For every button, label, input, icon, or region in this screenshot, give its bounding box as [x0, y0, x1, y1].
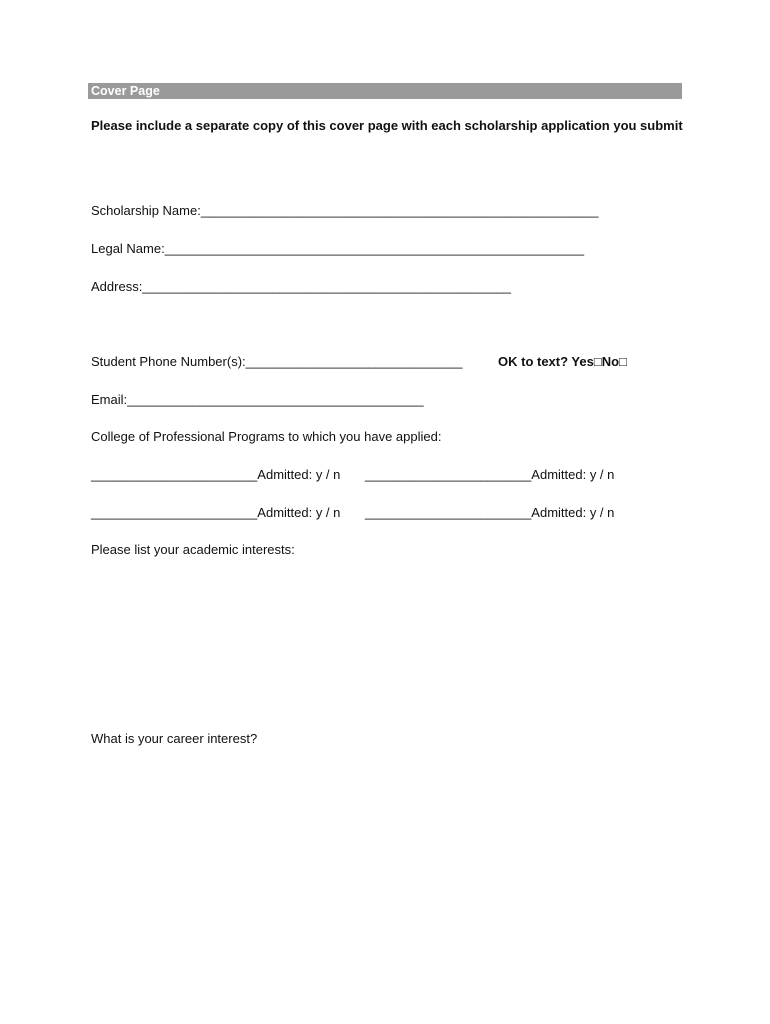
address-field[interactable]: Address:___________________________________________________	[91, 279, 512, 294]
college-admit-row-2-left[interactable]: _______________________Admitted: y / n	[91, 505, 341, 520]
college-applied-prompt: College of Professional Programs to which you have applied:	[91, 429, 442, 444]
cover-page-header	[88, 83, 682, 99]
career-interest-prompt: What is your career interest?	[91, 731, 258, 746]
phone-number-field[interactable]: Student Phone Number(s):______________________________	[91, 354, 463, 369]
email-field[interactable]: Email:_________________________________________	[91, 392, 424, 407]
academic-interests-prompt: Please list your academic interests:	[91, 542, 295, 557]
legal-name-field[interactable]: Legal Name:__________________________________________________________	[91, 241, 585, 256]
college-admit-row-2-right[interactable]: _______________________Admitted: y / n	[365, 505, 615, 520]
ok-to-text-checkboxes[interactable]: OK to text? Yes□No□	[498, 354, 627, 369]
scholarship-name-field[interactable]: Scholarship Name:_______________________________________________________	[91, 203, 599, 218]
college-admit-row-1-left[interactable]: _______________________Admitted: y / n	[91, 467, 341, 482]
intro-instructions: Please include a separate copy of this cover page with each scholarship application you submit	[91, 118, 683, 133]
cover-page-title: Cover Page	[91, 84, 160, 98]
college-admit-row-1-right[interactable]: _______________________Admitted: y / n	[365, 467, 615, 482]
